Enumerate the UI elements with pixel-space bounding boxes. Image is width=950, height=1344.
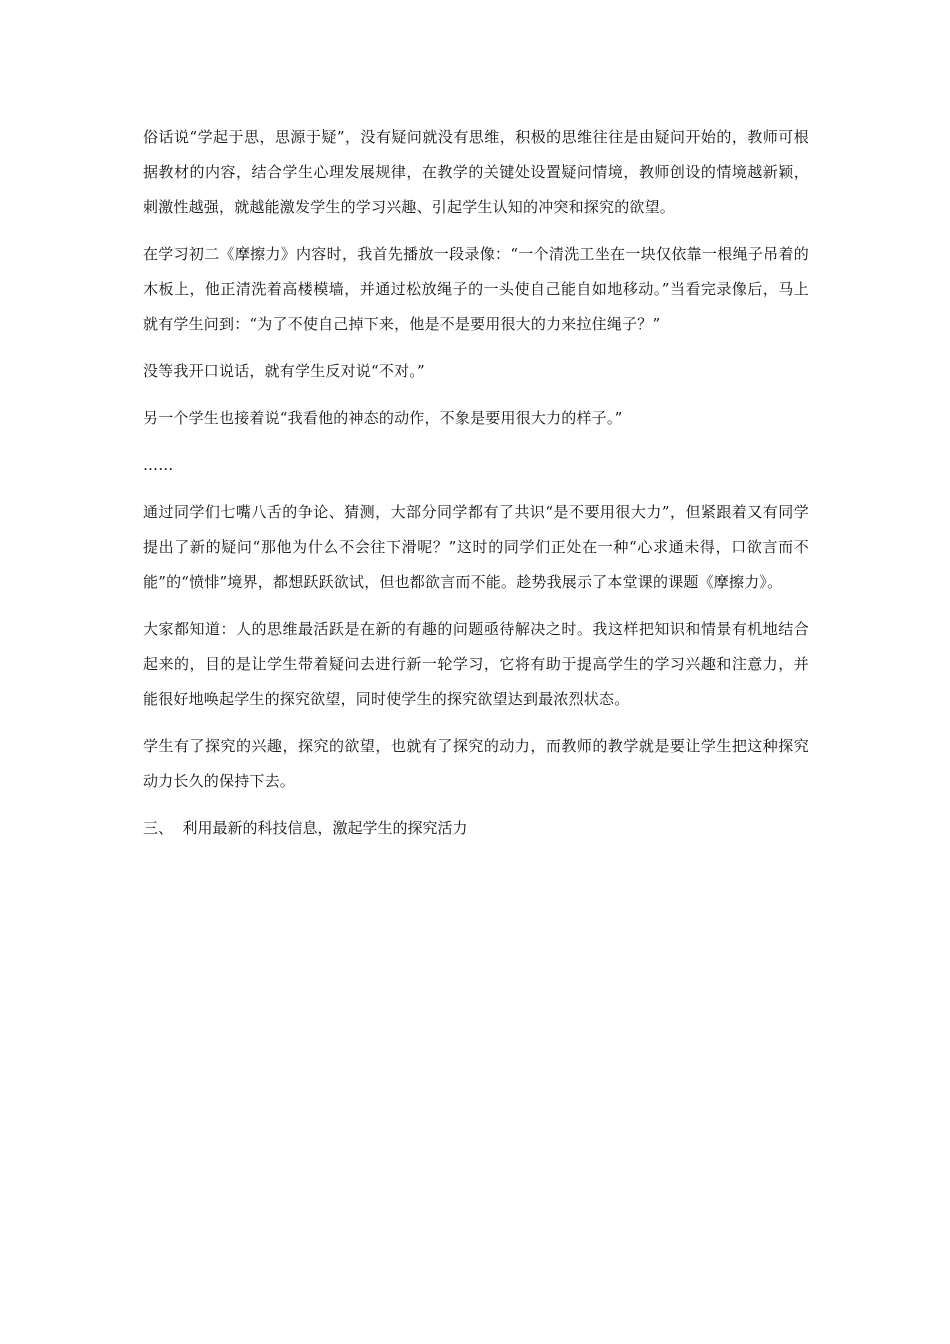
ellipsis-line: …… [143,456,174,474]
paragraph-5: 通过同学们七嘴八舌的争论、猜测，大部分同学都有了共识“是不要用很大力”，但紧跟着又有同学提出了新的疑问“那他为什么不会往下滑呢？”这时的同学们正处在一种“心求通未得，口欲言而不能”的“愤悱”境界，都想跃跃欲试，但也都欲言而不能。趁势我展示了本堂课的课题《摩擦力》。 [143,503,809,591]
paragraph-3: 没等我开口说话，就有学生反对说“不对。” [143,362,425,380]
section-heading: 三、 利用最新的科技信息，激起学生的探究活力 [143,819,468,837]
document-page [143,120,809,846]
paragraph-2: 在学习初二《摩擦力》内容时，我首先播放一段录像：“一个清洗工坐在一块仅依靠一根绳子吊着的木板上，他正清洗着高楼模墙，并通过松放绳子的一头使自己能自如地移动。”当看完录像后，马上就有学生问到：“为了不使自己掉下来，他是不是要用很大的力来拉住绳子？” [143,245,809,333]
paragraph-1: 俗话说“学起于思，思源于疑”，没有疑问就没有思维，积极的思维往往是由疑问开始的，教师可根据教材的内容，结合学生心理发展规律，在教学的关键处设置疑问情境，教师创设的情境越新颖，刺激性越强，就越能激发学生的学习兴趣、引起学生认知的冲突和探究的欲望。 [143,128,809,216]
paragraph-7: 学生有了探究的兴趣，探究的欲望，也就有了探究的动力，而教师的教学就是要让学生把这种探究动力长久的保持下去。 [143,737,809,790]
paragraph-4: 另一个学生也接着说“我看他的神态的动作，不象是要用很大力的样子。” [143,409,623,427]
paragraph-6: 大家都知道：人的思维最活跃是在新的有趣的问题亟待解决之时。我这样把知识和情景有机地结合起来的，目的是让学生带着疑问去进行新一轮学习，它将有助于提高学生的学习兴趣和注意力，并能很好地唤起学生的探究欲望，同时使学生的探究欲望达到最浓烈状态。 [143,620,809,708]
